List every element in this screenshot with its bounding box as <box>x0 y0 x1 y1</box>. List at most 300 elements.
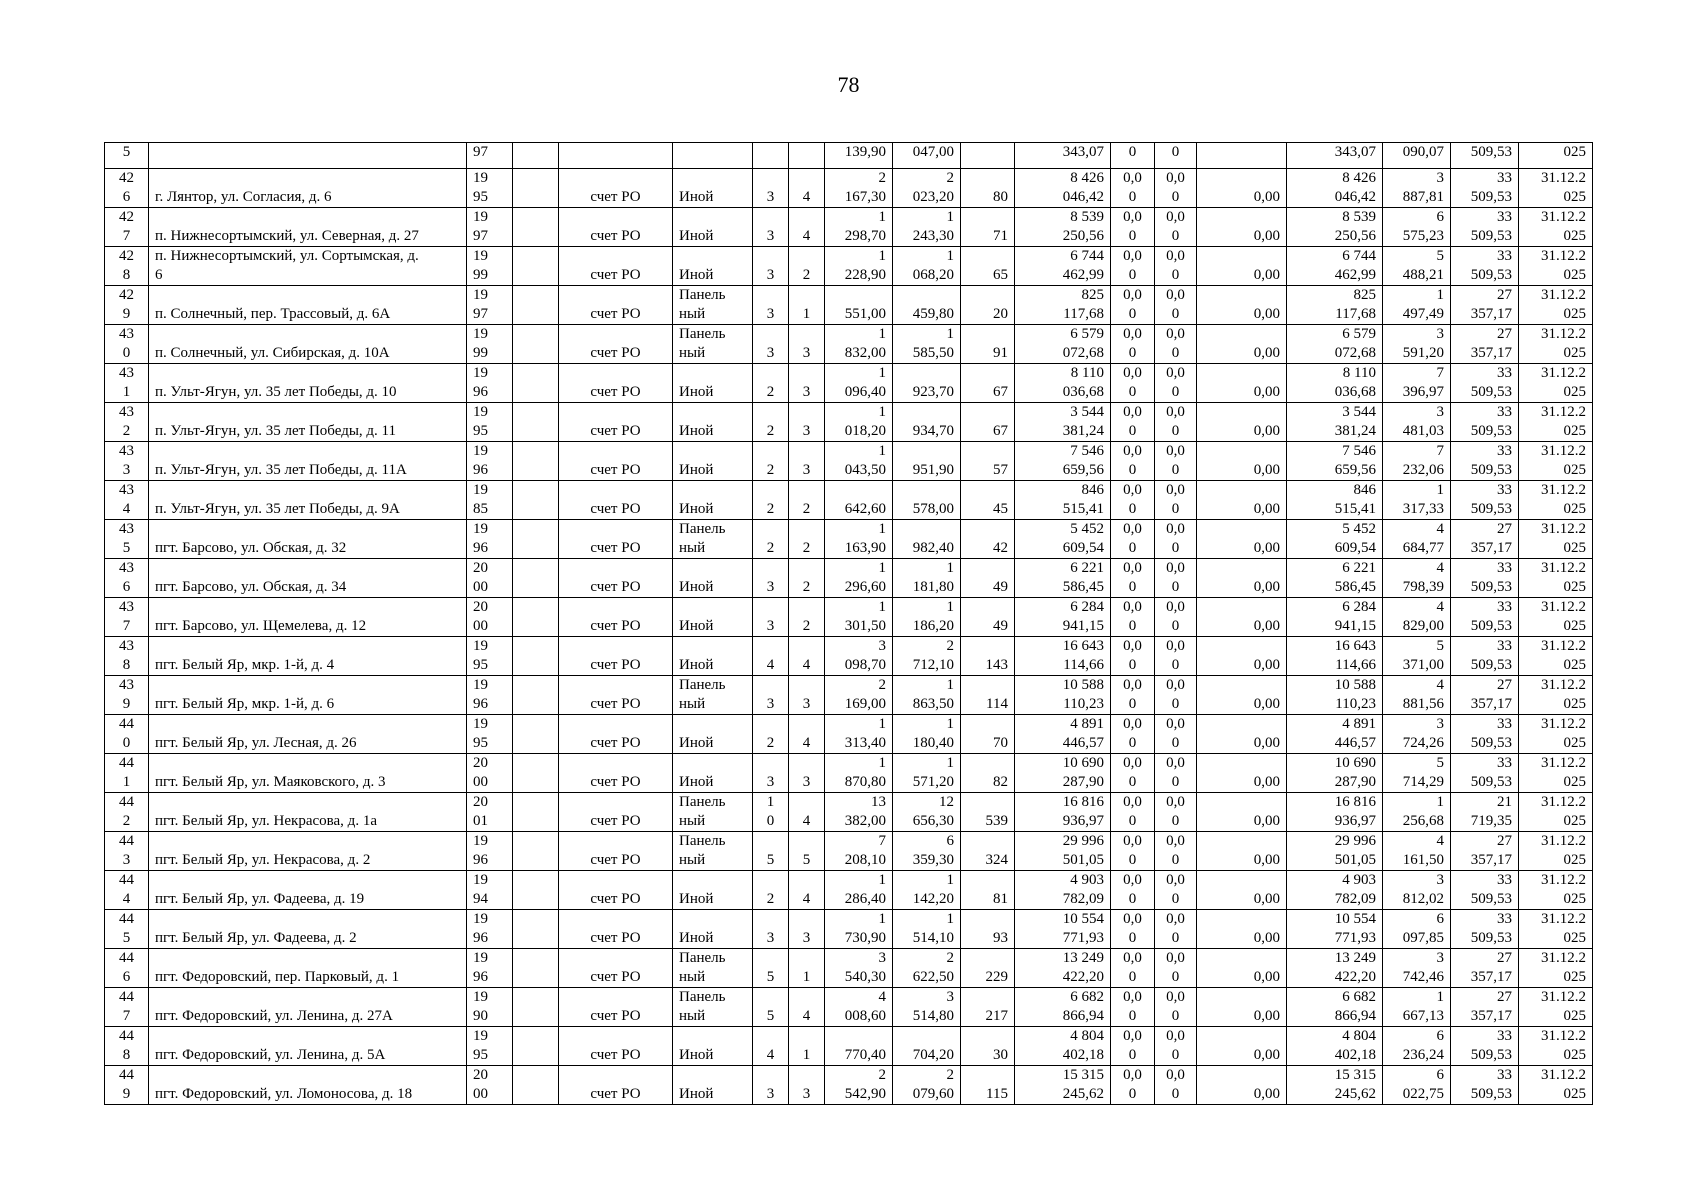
cell-total-area: 642,60 <box>825 481 893 520</box>
cell-cost-total: 8 539 250,56 <box>1287 208 1383 247</box>
cell-address: п. Солнечный, пер. Трассовый, д. 6А <box>149 286 467 325</box>
cell-entrances: 1 <box>789 949 825 988</box>
cell-cost-total: 4 903 782,09 <box>1287 871 1383 910</box>
cell-row-number: 44 3 <box>105 832 149 871</box>
cell-year-built: 19 96 <box>467 364 513 403</box>
table-row <box>105 286 1593 325</box>
cell-wall-material: Панель ный <box>673 520 753 559</box>
cell-row-number: 43 6 <box>105 559 149 598</box>
cell-year-built: 19 97 <box>467 286 513 325</box>
cell-living-area: 1 181,80 <box>893 559 961 598</box>
cell-year-built: 19 95 <box>467 169 513 208</box>
cell-residents: 30 <box>961 1027 1015 1066</box>
cell-col-empty <box>513 325 559 364</box>
cell-wall-material: Панель ный <box>673 325 753 364</box>
cell-fund-method: счет РО <box>559 442 673 481</box>
cell-residents: 71 <box>961 208 1015 247</box>
cell-residents: 324 <box>961 832 1015 871</box>
cell-row-number: 43 2 <box>105 403 149 442</box>
cell-wall-material: Иной <box>673 208 753 247</box>
cell-deadline: 31.12.2 025 <box>1519 598 1593 637</box>
table-row <box>105 832 1593 871</box>
table-row <box>105 793 1593 832</box>
cell-limit-per-m2: 27 357,17 <box>1451 325 1519 364</box>
cell-address: пгт. Федоровский, ул. Ломоносова, д. 18 <box>149 1066 467 1105</box>
housing-register-table <box>104 142 1593 1105</box>
cell-wall-material: Иной <box>673 910 753 949</box>
cell-cost-b: 0,0 0 <box>1155 559 1197 598</box>
cell-address: пгт. Федоровский, ул. Ленина, д. 27А <box>149 988 467 1027</box>
cell-limit-per-m2: 33 509,53 <box>1451 364 1519 403</box>
cell-fund-method: счет РО <box>559 832 673 871</box>
cell-deadline: 31.12.2 025 <box>1519 676 1593 715</box>
cell-cost-a: 0,0 0 <box>1111 481 1155 520</box>
cell-residents: 67 <box>961 403 1015 442</box>
cell-entrances: 4 <box>789 715 825 754</box>
cell-fund-method: счет РО <box>559 364 673 403</box>
cell-cost-c: 0,00 <box>1197 637 1287 676</box>
cell-residents: 229 <box>961 949 1015 988</box>
cell-col-empty <box>513 910 559 949</box>
cell-cost-b: 0,0 0 <box>1155 832 1197 871</box>
cell-address: п. Ульт-Ягун, ул. 35 лет Победы, д. 11А <box>149 442 467 481</box>
cell-cost-c: 0,00 <box>1197 559 1287 598</box>
cell-living-area: 1 571,20 <box>893 754 961 793</box>
cell-fund-method: счет РО <box>559 481 673 520</box>
cell-cost-total: 6 744 462,99 <box>1287 247 1383 286</box>
cell-row-number: 42 9 <box>105 286 149 325</box>
cell-limit-per-m2: 33 509,53 <box>1451 910 1519 949</box>
cell-residents: 217 <box>961 988 1015 1027</box>
cell-entrances: 4 <box>789 637 825 676</box>
cell-limit-per-m2: 33 509,53 <box>1451 598 1519 637</box>
cell-residents: 80 <box>961 169 1015 208</box>
cell-row-number: 44 0 <box>105 715 149 754</box>
table-row <box>105 949 1593 988</box>
cell-cost-per-m2: 5 488,21 <box>1383 247 1451 286</box>
cell-residents: 539 <box>961 793 1015 832</box>
cell-floors: 2 <box>753 403 789 442</box>
cell-deadline: 31.12.2 025 <box>1519 208 1593 247</box>
cell-floors: 2 <box>753 520 789 559</box>
cell-col-empty <box>513 559 559 598</box>
cell-col-empty <box>513 871 559 910</box>
cell-cost-a: 0,0 0 <box>1111 988 1155 1027</box>
cell-wall-material: Иной <box>673 403 753 442</box>
table-row <box>105 715 1593 754</box>
cell-fund-method: счет РО <box>559 637 673 676</box>
cell-cost-c: 0,00 <box>1197 169 1287 208</box>
cell-cost-per-m2: 6 022,75 <box>1383 1066 1451 1105</box>
cell-year-built: 19 96 <box>467 832 513 871</box>
cell-cost-a: 0,0 0 <box>1111 520 1155 559</box>
cell-wall-material: Иной <box>673 637 753 676</box>
cell-total-cost: 15 315 245,62 <box>1015 1066 1111 1105</box>
table-row <box>105 481 1593 520</box>
cell-row-number: 44 4 <box>105 871 149 910</box>
cell-year-built: 19 95 <box>467 1027 513 1066</box>
cell-living-area: 3 514,80 <box>893 988 961 1027</box>
cell-floors: 3 <box>753 676 789 715</box>
cell-living-area: 2 079,60 <box>893 1066 961 1105</box>
cell-cost-total: 5 452 609,54 <box>1287 520 1383 559</box>
cell-year-built: 20 00 <box>467 1066 513 1105</box>
cell-residents: 82 <box>961 754 1015 793</box>
cell-address: пгт. Федоровский, пер. Парковый, д. 1 <box>149 949 467 988</box>
table-row <box>105 1066 1593 1105</box>
cell-cost-b: 0,0 0 <box>1155 598 1197 637</box>
cell-floors: 2 <box>753 871 789 910</box>
cell-cost-a: 0,0 0 <box>1111 793 1155 832</box>
cell-row-number: 43 7 <box>105 598 149 637</box>
cell-floors: 2 <box>753 715 789 754</box>
cell-limit-per-m2: 33 509,53 <box>1451 754 1519 793</box>
cell-limit-per-m2: 33 509,53 <box>1451 208 1519 247</box>
cell-col-empty <box>513 754 559 793</box>
cell-total-area: 13 382,00 <box>825 793 893 832</box>
cell-col-empty <box>513 1027 559 1066</box>
cell-fund-method: счет РО <box>559 871 673 910</box>
cell-cost-c: 0,00 <box>1197 208 1287 247</box>
cell-cost-a: 0,0 0 <box>1111 832 1155 871</box>
cell-year-built: 19 99 <box>467 247 513 286</box>
cell-cost-c: 0,00 <box>1197 403 1287 442</box>
cell-cost-total: 29 996 501,05 <box>1287 832 1383 871</box>
cell-total-cost: 825 117,68 <box>1015 286 1111 325</box>
cell-deadline: 31.12.2 025 <box>1519 169 1593 208</box>
cell-residents: 57 <box>961 442 1015 481</box>
cell-entrances: 3 <box>789 364 825 403</box>
cell-entrances: 2 <box>789 598 825 637</box>
cell-entrances: 2 <box>789 247 825 286</box>
cell-cost-total: 16 816 936,97 <box>1287 793 1383 832</box>
cell-floors: 3 <box>753 325 789 364</box>
cell-total-cost: 6 284 941,15 <box>1015 598 1111 637</box>
cell-address: п. Солнечный, ул. Сибирская, д. 10А <box>149 325 467 364</box>
cell-deadline: 31.12.2 025 <box>1519 832 1593 871</box>
cell-total-cost: 3 544 381,24 <box>1015 403 1111 442</box>
cell-wall-material: Иной <box>673 754 753 793</box>
table-row <box>105 910 1593 949</box>
table-row <box>105 754 1593 793</box>
cell-row-number: 43 1 <box>105 364 149 403</box>
cell-floors: 3 <box>753 754 789 793</box>
cell-wall-material: Панель ный <box>673 988 753 1027</box>
cell-living-area: 1 142,20 <box>893 871 961 910</box>
cell-floors: 3 <box>753 559 789 598</box>
cell-deadline: 31.12.2 025 <box>1519 247 1593 286</box>
cell-residents: 70 <box>961 715 1015 754</box>
cell-living-area: 1 863,50 <box>893 676 961 715</box>
cell-deadline: 31.12.2 025 <box>1519 364 1593 403</box>
cell-deadline: 31.12.2 025 <box>1519 325 1593 364</box>
cell-limit-per-m2: 509,53 <box>1451 143 1519 169</box>
cell-wall-material: Иной <box>673 442 753 481</box>
cell-row-number: 44 8 <box>105 1027 149 1066</box>
cell-living-area: 982,40 <box>893 520 961 559</box>
cell-cost-a: 0,0 0 <box>1111 364 1155 403</box>
cell-cost-per-m2: 6 236,24 <box>1383 1027 1451 1066</box>
cell-col-empty <box>513 169 559 208</box>
cell-wall-material: Иной <box>673 247 753 286</box>
cell-total-cost: 7 546 659,56 <box>1015 442 1111 481</box>
cell-fund-method <box>559 143 673 169</box>
cell-total-cost: 10 554 771,93 <box>1015 910 1111 949</box>
cell-total-cost: 5 452 609,54 <box>1015 520 1111 559</box>
cell-cost-total: 846 515,41 <box>1287 481 1383 520</box>
cell-cost-b: 0,0 0 <box>1155 910 1197 949</box>
cell-cost-a: 0,0 0 <box>1111 754 1155 793</box>
cell-living-area: 1 186,20 <box>893 598 961 637</box>
table-row <box>105 598 1593 637</box>
cell-residents: 67 <box>961 364 1015 403</box>
cell-residents <box>961 143 1015 169</box>
cell-cost-a: 0,0 0 <box>1111 247 1155 286</box>
cell-floors: 3 <box>753 910 789 949</box>
cell-deadline: 31.12.2 025 <box>1519 637 1593 676</box>
cell-cost-a: 0,0 0 <box>1111 1027 1155 1066</box>
cell-year-built: 19 94 <box>467 871 513 910</box>
cell-cost-b: 0,0 0 <box>1155 1027 1197 1066</box>
cell-col-empty <box>513 949 559 988</box>
cell-wall-material: Панель ный <box>673 676 753 715</box>
cell-year-built: 19 85 <box>467 481 513 520</box>
cell-cost-per-m2: 7 396,97 <box>1383 364 1451 403</box>
cell-fund-method: счет РО <box>559 169 673 208</box>
cell-total-cost: 4 903 782,09 <box>1015 871 1111 910</box>
table-row <box>105 143 1593 169</box>
cell-deadline: 31.12.2 025 <box>1519 949 1593 988</box>
cell-fund-method: счет РО <box>559 1066 673 1105</box>
table-row <box>105 364 1593 403</box>
cell-cost-c: 0,00 <box>1197 832 1287 871</box>
cell-cost-per-m2: 4 881,56 <box>1383 676 1451 715</box>
cell-entrances: 4 <box>789 169 825 208</box>
cell-living-area: 704,20 <box>893 1027 961 1066</box>
cell-cost-per-m2: 1 497,49 <box>1383 286 1451 325</box>
cell-residents: 20 <box>961 286 1015 325</box>
cell-wall-material <box>673 143 753 169</box>
cell-deadline: 31.12.2 025 <box>1519 715 1593 754</box>
cell-living-area: 1 068,20 <box>893 247 961 286</box>
cell-deadline: 31.12.2 025 <box>1519 559 1593 598</box>
cell-cost-a: 0,0 0 <box>1111 208 1155 247</box>
cell-total-area: 1 296,60 <box>825 559 893 598</box>
cell-cost-c: 0,00 <box>1197 910 1287 949</box>
cell-total-area: 1 298,70 <box>825 208 893 247</box>
cell-cost-c: 0,00 <box>1197 1066 1287 1105</box>
cell-total-area: 1 730,90 <box>825 910 893 949</box>
table-row <box>105 988 1593 1027</box>
cell-entrances: 4 <box>789 988 825 1027</box>
cell-deadline: 31.12.2 025 <box>1519 754 1593 793</box>
cell-cost-a: 0,0 0 <box>1111 637 1155 676</box>
cell-col-empty <box>513 247 559 286</box>
cell-cost-per-m2: 4 684,77 <box>1383 520 1451 559</box>
cell-wall-material: Иной <box>673 481 753 520</box>
cell-year-built: 19 96 <box>467 676 513 715</box>
cell-cost-b: 0,0 0 <box>1155 169 1197 208</box>
table-row <box>105 247 1593 286</box>
cell-total-cost: 846 515,41 <box>1015 481 1111 520</box>
cell-cost-per-m2: 4 161,50 <box>1383 832 1451 871</box>
cell-living-area: 578,00 <box>893 481 961 520</box>
cell-living-area: 1 585,50 <box>893 325 961 364</box>
table-row <box>105 403 1593 442</box>
cell-cost-b: 0,0 0 <box>1155 988 1197 1027</box>
cell-address: пгт. Федоровский, ул. Ленина, д. 5А <box>149 1027 467 1066</box>
cell-cost-c: 0,00 <box>1197 325 1287 364</box>
cell-year-built: 20 01 <box>467 793 513 832</box>
cell-entrances: 3 <box>789 1066 825 1105</box>
cell-entrances: 2 <box>789 481 825 520</box>
cell-col-empty <box>513 442 559 481</box>
cell-cost-total: 8 110 036,68 <box>1287 364 1383 403</box>
cell-cost-total: 6 221 586,45 <box>1287 559 1383 598</box>
cell-limit-per-m2: 33 509,53 <box>1451 1066 1519 1105</box>
cell-col-empty <box>513 598 559 637</box>
cell-wall-material: Иной <box>673 169 753 208</box>
cell-cost-a: 0,0 0 <box>1111 403 1155 442</box>
cell-col-empty <box>513 1066 559 1105</box>
cell-row-number: 42 8 <box>105 247 149 286</box>
cell-row-number: 44 2 <box>105 793 149 832</box>
cell-cost-c: 0,00 <box>1197 793 1287 832</box>
cell-entrances: 4 <box>789 793 825 832</box>
cell-limit-per-m2: 33 509,53 <box>1451 442 1519 481</box>
cell-total-cost: 6 682 866,94 <box>1015 988 1111 1027</box>
cell-entrances: 3 <box>789 403 825 442</box>
cell-col-empty <box>513 364 559 403</box>
cell-col-empty <box>513 481 559 520</box>
cell-cost-c: 0,00 <box>1197 442 1287 481</box>
cell-residents: 93 <box>961 910 1015 949</box>
cell-cost-per-m2: 5 371,00 <box>1383 637 1451 676</box>
cell-floors: 4 <box>753 637 789 676</box>
table-row <box>105 442 1593 481</box>
cell-cost-b: 0,0 0 <box>1155 715 1197 754</box>
cell-cost-b: 0,0 0 <box>1155 1066 1197 1105</box>
cell-total-area: 7 208,10 <box>825 832 893 871</box>
cell-col-empty <box>513 403 559 442</box>
cell-cost-b: 0,0 0 <box>1155 364 1197 403</box>
cell-fund-method: счет РО <box>559 520 673 559</box>
cell-cost-a: 0,0 0 <box>1111 910 1155 949</box>
cell-total-area: 1 286,40 <box>825 871 893 910</box>
cell-cost-c: 0,00 <box>1197 715 1287 754</box>
cell-floors: 2 <box>753 442 789 481</box>
cell-address: пгт. Белый Яр, ул. Лесная, д. 26 <box>149 715 467 754</box>
cell-address: п. Ульт-Ягун, ул. 35 лет Победы, д. 10 <box>149 364 467 403</box>
cell-wall-material: Панель ный <box>673 949 753 988</box>
cell-floors: 2 <box>753 481 789 520</box>
cell-entrances: 3 <box>789 676 825 715</box>
cell-entrances: 3 <box>789 754 825 793</box>
cell-year-built: 19 95 <box>467 403 513 442</box>
cell-wall-material: Иной <box>673 1066 753 1105</box>
cell-entrances: 3 <box>789 442 825 481</box>
cell-col-empty <box>513 637 559 676</box>
cell-deadline: 31.12.2 025 <box>1519 1027 1593 1066</box>
cell-address: пгт. Белый Яр, ул. Фадеева, д. 19 <box>149 871 467 910</box>
cell-cost-total: 6 579 072,68 <box>1287 325 1383 364</box>
cell-residents: 49 <box>961 598 1015 637</box>
cell-cost-a: 0,0 0 <box>1111 559 1155 598</box>
cell-cost-per-m2: 1 317,33 <box>1383 481 1451 520</box>
cell-cost-total: 4 804 402,18 <box>1287 1027 1383 1066</box>
cell-limit-per-m2: 33 509,53 <box>1451 247 1519 286</box>
cell-total-cost: 8 539 250,56 <box>1015 208 1111 247</box>
cell-cost-a: 0,0 0 <box>1111 286 1155 325</box>
cell-cost-total: 343,07 <box>1287 143 1383 169</box>
cell-total-area: 2 542,90 <box>825 1066 893 1105</box>
cell-limit-per-m2: 33 509,53 <box>1451 715 1519 754</box>
table-row <box>105 637 1593 676</box>
cell-deadline: 31.12.2 025 <box>1519 871 1593 910</box>
cell-fund-method: счет РО <box>559 910 673 949</box>
cell-row-number: 44 7 <box>105 988 149 1027</box>
cell-address: пгт. Белый Яр, мкр. 1-й, д. 6 <box>149 676 467 715</box>
cell-row-number: 44 6 <box>105 949 149 988</box>
cell-living-area: 459,80 <box>893 286 961 325</box>
cell-total-area: 4 008,60 <box>825 988 893 1027</box>
cell-cost-c: 0,00 <box>1197 676 1287 715</box>
cell-limit-per-m2: 33 509,53 <box>1451 403 1519 442</box>
cell-limit-per-m2: 27 357,17 <box>1451 286 1519 325</box>
cell-total-cost: 6 579 072,68 <box>1015 325 1111 364</box>
cell-row-number: 43 5 <box>105 520 149 559</box>
cell-col-empty <box>513 143 559 169</box>
cell-year-built: 20 00 <box>467 559 513 598</box>
cell-deadline: 31.12.2 025 <box>1519 988 1593 1027</box>
cell-cost-c: 0,00 <box>1197 481 1287 520</box>
cell-cost-c: 0,00 <box>1197 364 1287 403</box>
cell-address: пгт. Белый Яр, ул. Маяковского, д. 3 <box>149 754 467 793</box>
cell-address: пгт. Белый Яр, ул. Некрасова, д. 2 <box>149 832 467 871</box>
cell-fund-method: счет РО <box>559 754 673 793</box>
cell-cost-per-m2: 7 232,06 <box>1383 442 1451 481</box>
cell-entrances <box>789 143 825 169</box>
cell-year-built: 19 96 <box>467 949 513 988</box>
cell-cost-total: 3 544 381,24 <box>1287 403 1383 442</box>
cell-total-area: 551,00 <box>825 286 893 325</box>
table-row <box>105 208 1593 247</box>
cell-floors: 3 <box>753 598 789 637</box>
cell-address: пгт. Барсово, ул. Обская, д. 34 <box>149 559 467 598</box>
cell-col-empty <box>513 715 559 754</box>
cell-cost-total: 15 315 245,62 <box>1287 1066 1383 1105</box>
cell-residents: 114 <box>961 676 1015 715</box>
cell-wall-material: Иной <box>673 598 753 637</box>
cell-floors: 5 <box>753 832 789 871</box>
cell-row-number: 43 8 <box>105 637 149 676</box>
cell-address: пгт. Барсово, ул. Обская, д. 32 <box>149 520 467 559</box>
cell-address: п. Нижнесортымский, ул. Северная, д. 27 <box>149 208 467 247</box>
table-row <box>105 169 1593 208</box>
cell-address: г. Лянтор, ул. Согласия, д. 6 <box>149 169 467 208</box>
cell-year-built: 19 96 <box>467 520 513 559</box>
cell-living-area: 1 180,40 <box>893 715 961 754</box>
cell-fund-method: счет РО <box>559 793 673 832</box>
cell-fund-method: счет РО <box>559 559 673 598</box>
cell-year-built: 19 95 <box>467 715 513 754</box>
cell-entrances: 4 <box>789 208 825 247</box>
cell-wall-material: Панель ный <box>673 793 753 832</box>
cell-living-area: 2 023,20 <box>893 169 961 208</box>
cell-cost-c: 0,00 <box>1197 988 1287 1027</box>
cell-row-number: 43 4 <box>105 481 149 520</box>
cell-cost-b: 0,0 0 <box>1155 442 1197 481</box>
